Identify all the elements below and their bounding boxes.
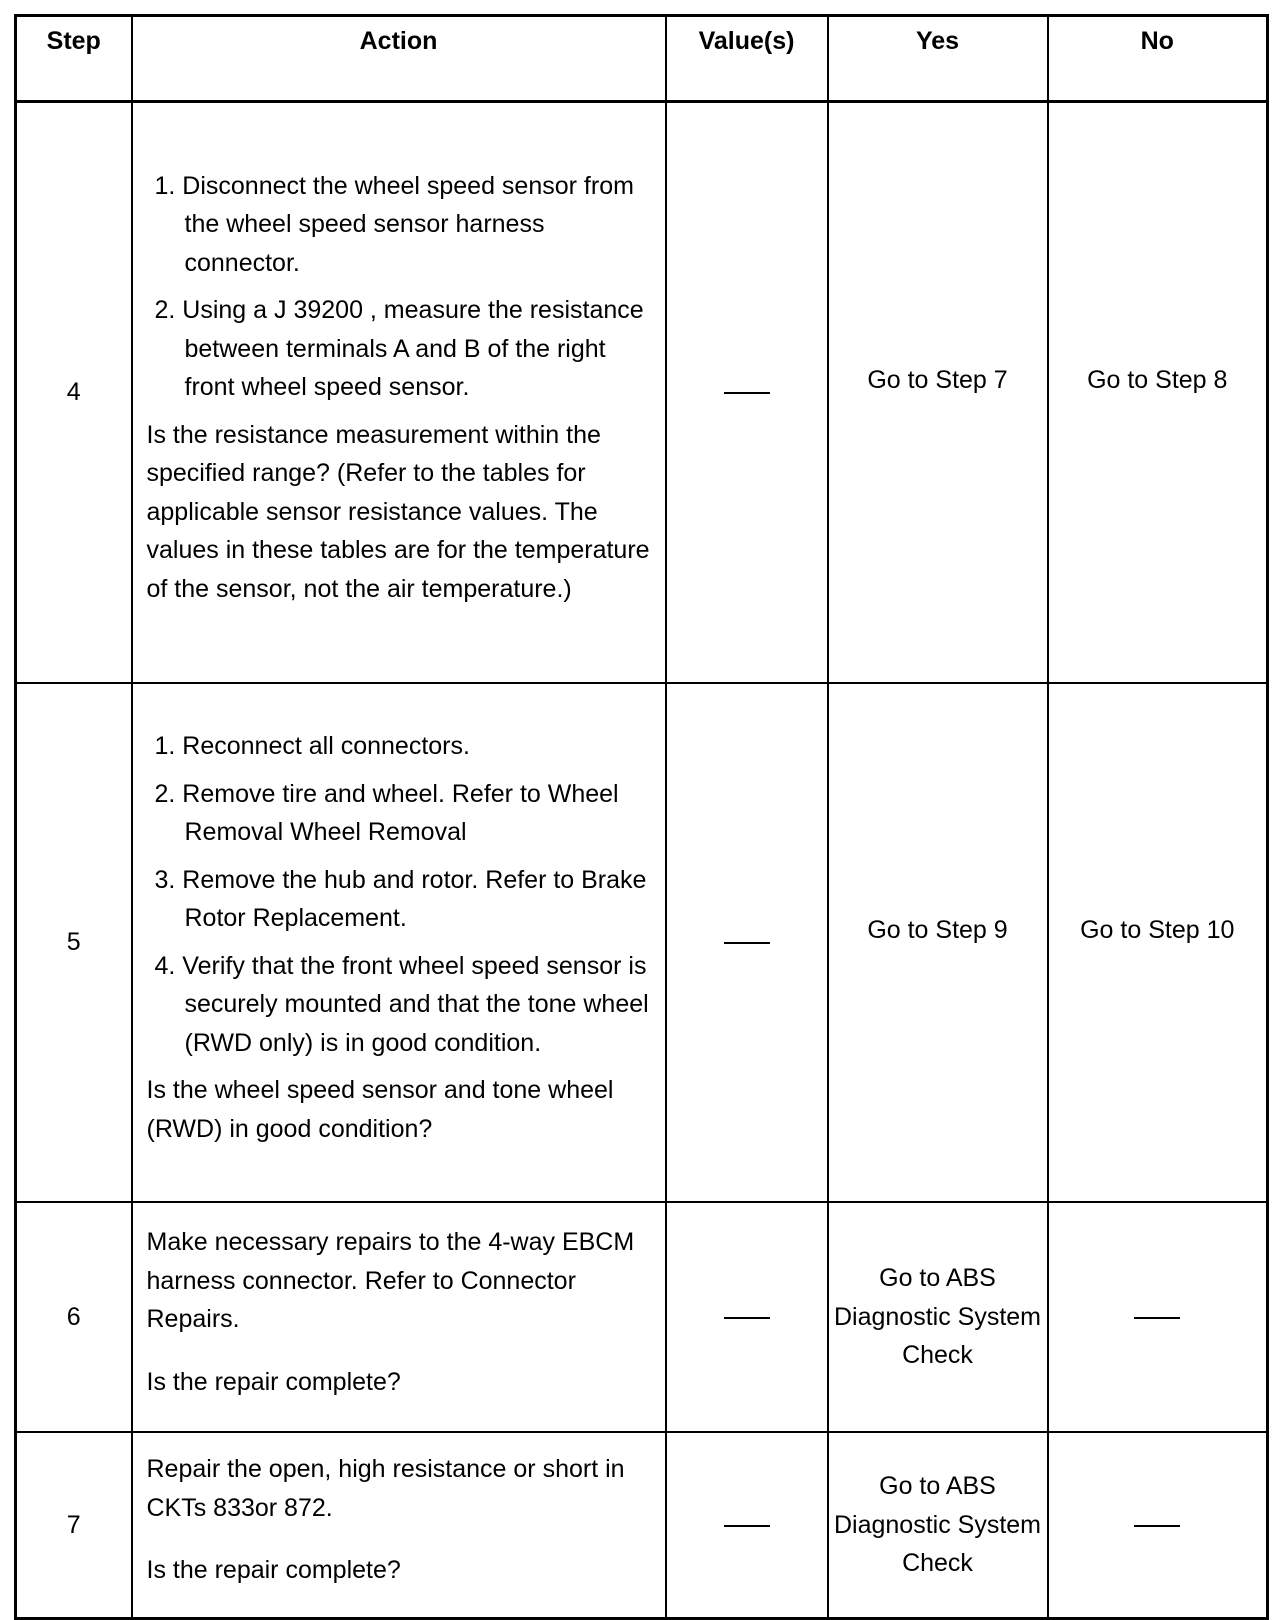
value-cell [666,1202,828,1432]
action-item: 4. Verify that the front wheel speed sensor is securely mounted and that the tone wheel (RWD only) is in good condition. [154,951,649,1057]
action-cell [132,1202,666,1432]
action-item: 1. Disconnect the wheel speed sensor from the wheel speed sensor harness connector. [154,171,634,277]
header-values: Value(s) [666,16,828,102]
value-dash [724,392,770,394]
action-list [147,167,651,407]
header-yes: Yes [828,16,1048,102]
no-cell [1048,1432,1268,1619]
value-cell [666,102,828,684]
action-question: Is the repair complete? [146,1367,401,1396]
header-no: No [1048,16,1268,102]
diagnostic-table [14,14,1269,1620]
no-dash [1134,1317,1180,1319]
header-row [16,16,1268,102]
value-dash [724,1525,770,1527]
step-number: 6 [16,1202,132,1432]
action-item: 2. Remove tire and wheel. Refer to Wheel Removal Wheel Removal [154,779,619,846]
table-row-step-5 [16,683,1268,1202]
value-cell [666,683,828,1202]
action-text: Repair the open, high resistance or short in CKTs 833or 872. [146,1455,625,1522]
step-number: 4 [16,102,132,684]
yes-cell: Go to ABS Diagnostic System Check [828,1202,1048,1432]
action-cell [132,1432,666,1619]
table-row-step-6 [16,1202,1268,1432]
yes-cell: Go to Step 7 [828,102,1048,684]
action-question: Is the resistance measurement within the specified range? (Refer to the tables for applicable sensor resistance values. The values in these tables are for the temperature of the sensor, not the air temperature.) [146,420,650,603]
table-row-step-4 [16,102,1268,684]
no-cell: Go to Step 10 [1048,683,1268,1202]
header-action: Action [132,16,666,102]
action-text: Make necessary repairs to the 4-way EBCM harness connector. Refer to Connector Repairs. [146,1228,635,1333]
action-list [147,727,651,1062]
no-dash [1134,1525,1180,1527]
table-row-step-7 [16,1432,1268,1619]
value-dash [724,942,770,944]
action-question: Is the repair complete? [146,1556,401,1585]
action-cell [132,102,666,684]
action-item: 2. Using a J 39200 , measure the resistance between terminals A and B of the right front wheel speed sensor. [154,296,644,402]
value-dash [724,1317,770,1319]
value-cell [666,1432,828,1619]
step-number: 5 [16,683,132,1202]
no-cell [1048,1202,1268,1432]
yes-cell: Go to ABS Diagnostic System Check [828,1432,1048,1619]
diagnostic-table-page [14,14,1266,1620]
header-step: Step [16,16,132,102]
action-item: 3. Remove the hub and rotor. Refer to Brake Rotor Replacement. [154,865,647,932]
action-question: Is the wheel speed sensor and tone wheel (RWD) in good condition? [146,1076,614,1143]
action-item: 1. Reconnect all connectors. [154,732,470,760]
no-cell: Go to Step 8 [1048,102,1268,684]
yes-cell: Go to Step 9 [828,683,1048,1202]
step-number: 7 [16,1432,132,1619]
action-cell [132,683,666,1202]
